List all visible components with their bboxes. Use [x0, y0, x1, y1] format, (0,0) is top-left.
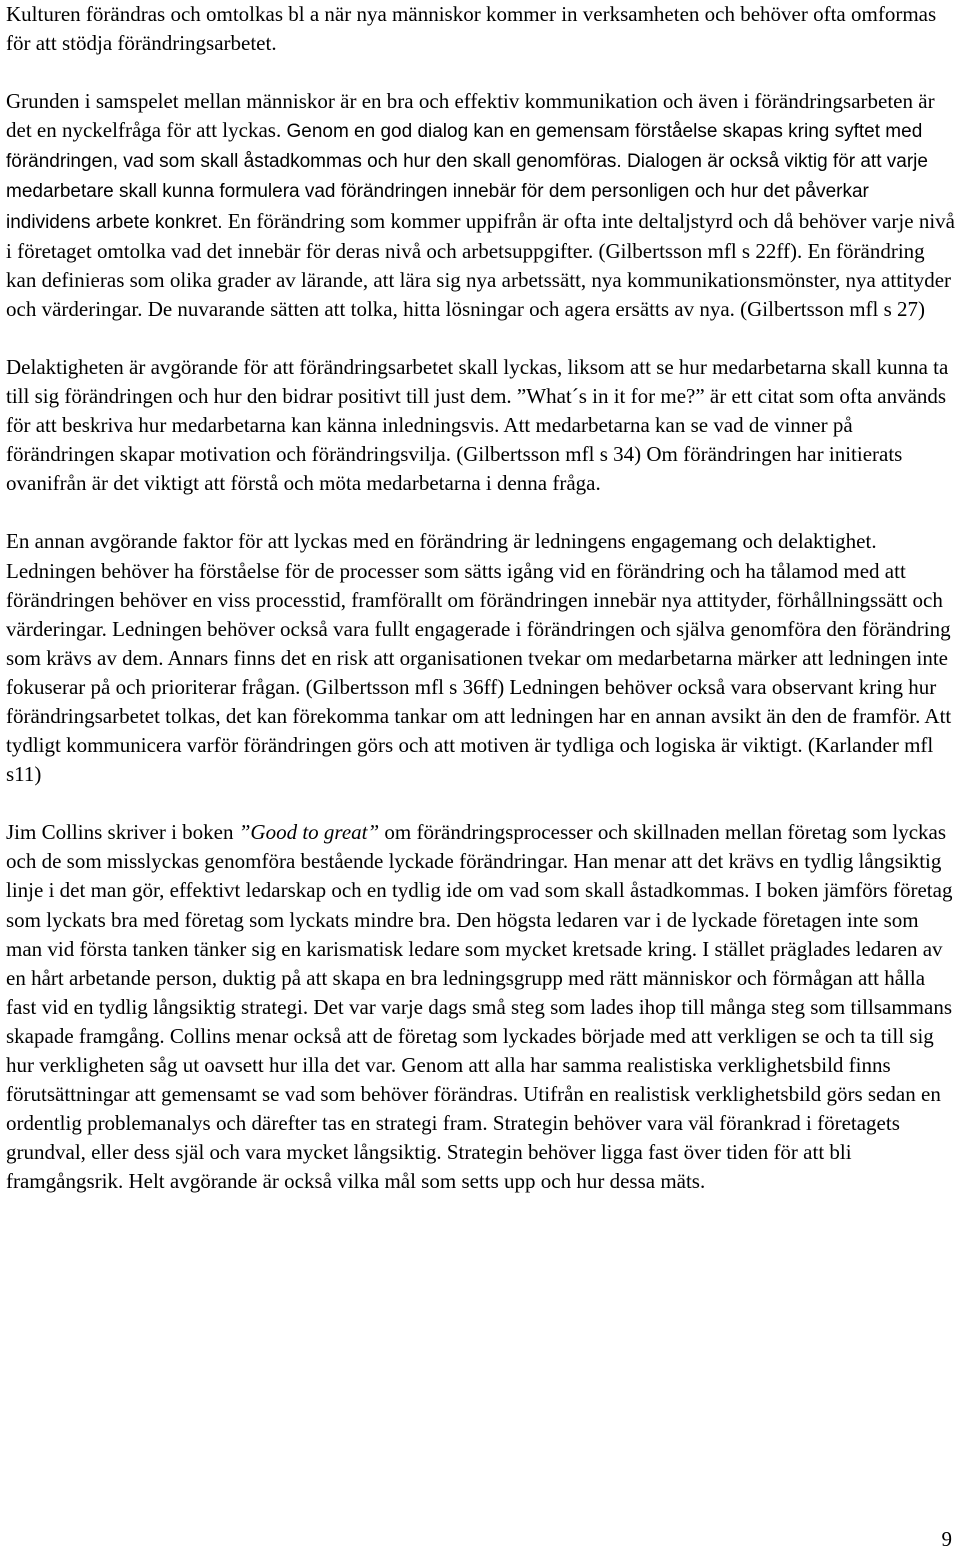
paragraph-2-text-b: Genom en god dialog kan en gemensam förståelse skapas kring syftet med förändringen, vad som skall åstadkommas och hur den skall genomföras. — [6, 121, 923, 173]
paragraph-5-text-a: Jim Collins skriver i boken — [6, 820, 239, 845]
page-number: 9 — [941, 1527, 952, 1551]
paragraph-3-text: Delaktigheten är avgörande för att förändringsarbetet skall lyckas, liksom att se hur medarbetarna skall kunna ta till sig förändringen och hur den bidrar positivt till just dem. ”What´s in it for me?” är ett citat som ofta används för att beskriva hur medarbetarna kan känna inledningsvis. Att medarbetarna kan se vad de vinner på förändringen skapar motivation och förändringsvilja. (Gilbertsson mfl s 34) Om förändringen har initierats ovanifrån är det viktigt att förstå och möta medarbetarna i denna fråga. — [6, 354, 949, 496]
paragraph-5 — [6, 818, 958, 1196]
paragraph-2-text-e: En förändring kan definieras som olika grader av lärande, att lära sig nya arbetssätt, nya kommunikationsmönster, nya attityder och värderingar. De nuvarande sätten att tolka, hitta lösningar och agera ersätts av nya. (Gilbertsson mfl s 27) — [6, 238, 952, 321]
paragraph-2-text-d: En förändring som kommer uppifrån är ofta inte deltaljstyrd och då behöver varje nivå i företaget omtolka vad det innebär för deras nivå och arbetsuppgifter. (Gilbertsson mfl s 22ff). — [6, 208, 955, 263]
document-body — [6, 0, 958, 1225]
paragraph-3 — [6, 353, 958, 498]
paragraph-4 — [6, 527, 958, 789]
paragraph-4-text: En annan avgörande faktor för att lyckas med en förändring är ledningens engagemang och delaktighet. Ledningen behöver ha förståelse för de processer som sätts igång vid en förändring och ha tålamod med att förändringen behöver en viss processtid, framförallt om förändringen innebär nya attityder, förhållningssätt och värderingar. Ledningen behöver också vara fullt engagerade i förändringen och själva genomföra den förändring som krävs av dem. Annars finns det en risk att organisationen tvekar om medarbetarna märker att ledningen inte fokuserar på och prioriterar frågan. (Gilbertsson mfl s 36ff) Ledningen behöver också vara observant kring hur förändringsarbetet tolkas, det kan förekomma tankar om att ledningen har en annan avsikt än den de framför. Att tydligt kommunicera varför förändringen görs och att motiven är tydliga och logiska är viktigt. (Karlander mfl s11) — [6, 529, 952, 787]
book-title: ”Good to great” — [238, 820, 380, 845]
paragraph-1 — [6, 0, 958, 58]
paragraph-2-text-a: Grunden i samspelet mellan människor är en bra och effektiv kommunikation och även i förändringsarbeten är det en nyckelfråga för att lyckas. — [6, 89, 935, 143]
paragraph-5-text-b: om förändringsprocesser och skillnaden mellan företag som lyckas och de som misslyckas genomföra bestående lyckade förändringar. Han menar att det krävs en tydlig långsiktig linje i det man gör, effektivt ledarskap och en tydlig ide om vad som skall åstadkommas. I boken jämförs företag som lyckats bra med företag som lyckats mindre bra. Den högsta ledaren var i de lyckade företagen inte som man vid första tanken tänker sig en karismatisk ledare som mycket kretsade kring. I stället präglades ledaren av en hårt arbetande person, duktig på att skapa en bra ledningsgrupp med rätt människor och förmågan att hålla fast vid en tydlig långsiktig strategi. Det var varje dags små steg som lades ihop till många steg som tillsammans skapade framgång. Collins menar också att de företag som lyckades började med att verkligen se och ta till sig hur verkligheten såg ut oavsett hur illa det var. Genom att alla har samma realistiska verklighetsbild finns förutsättningar att gemensamt se vad som behöver förändras. Utifrån en realistisk verklighetsbild görs sedan en ordentlig problemanalys och därefter tas en strategi fram. Strategin behöver vara väl förankrad i företagets grundval, eller dess själ och vara mycket långsiktig. Strategin behöver ligga fast över tiden för att bli framgångsrik. Helt avgörande är också vilka mål som setts upp och hur dessa mäts. — [6, 820, 953, 1194]
paragraph-2 — [6, 87, 958, 324]
paragraph-2-text-c: Dialogen är också viktig för att varje medarbetare skall kunna formulera vad förändringen innebär för dem personligen och hur det påverkar individens arbete konkret. — [6, 151, 928, 233]
paragraph-1-text: Kulturen förändras och omtolkas bl a när nya människor kommer in verksamheten och behöver ofta omformas för att stödja förändringsarbetet. — [6, 2, 937, 56]
